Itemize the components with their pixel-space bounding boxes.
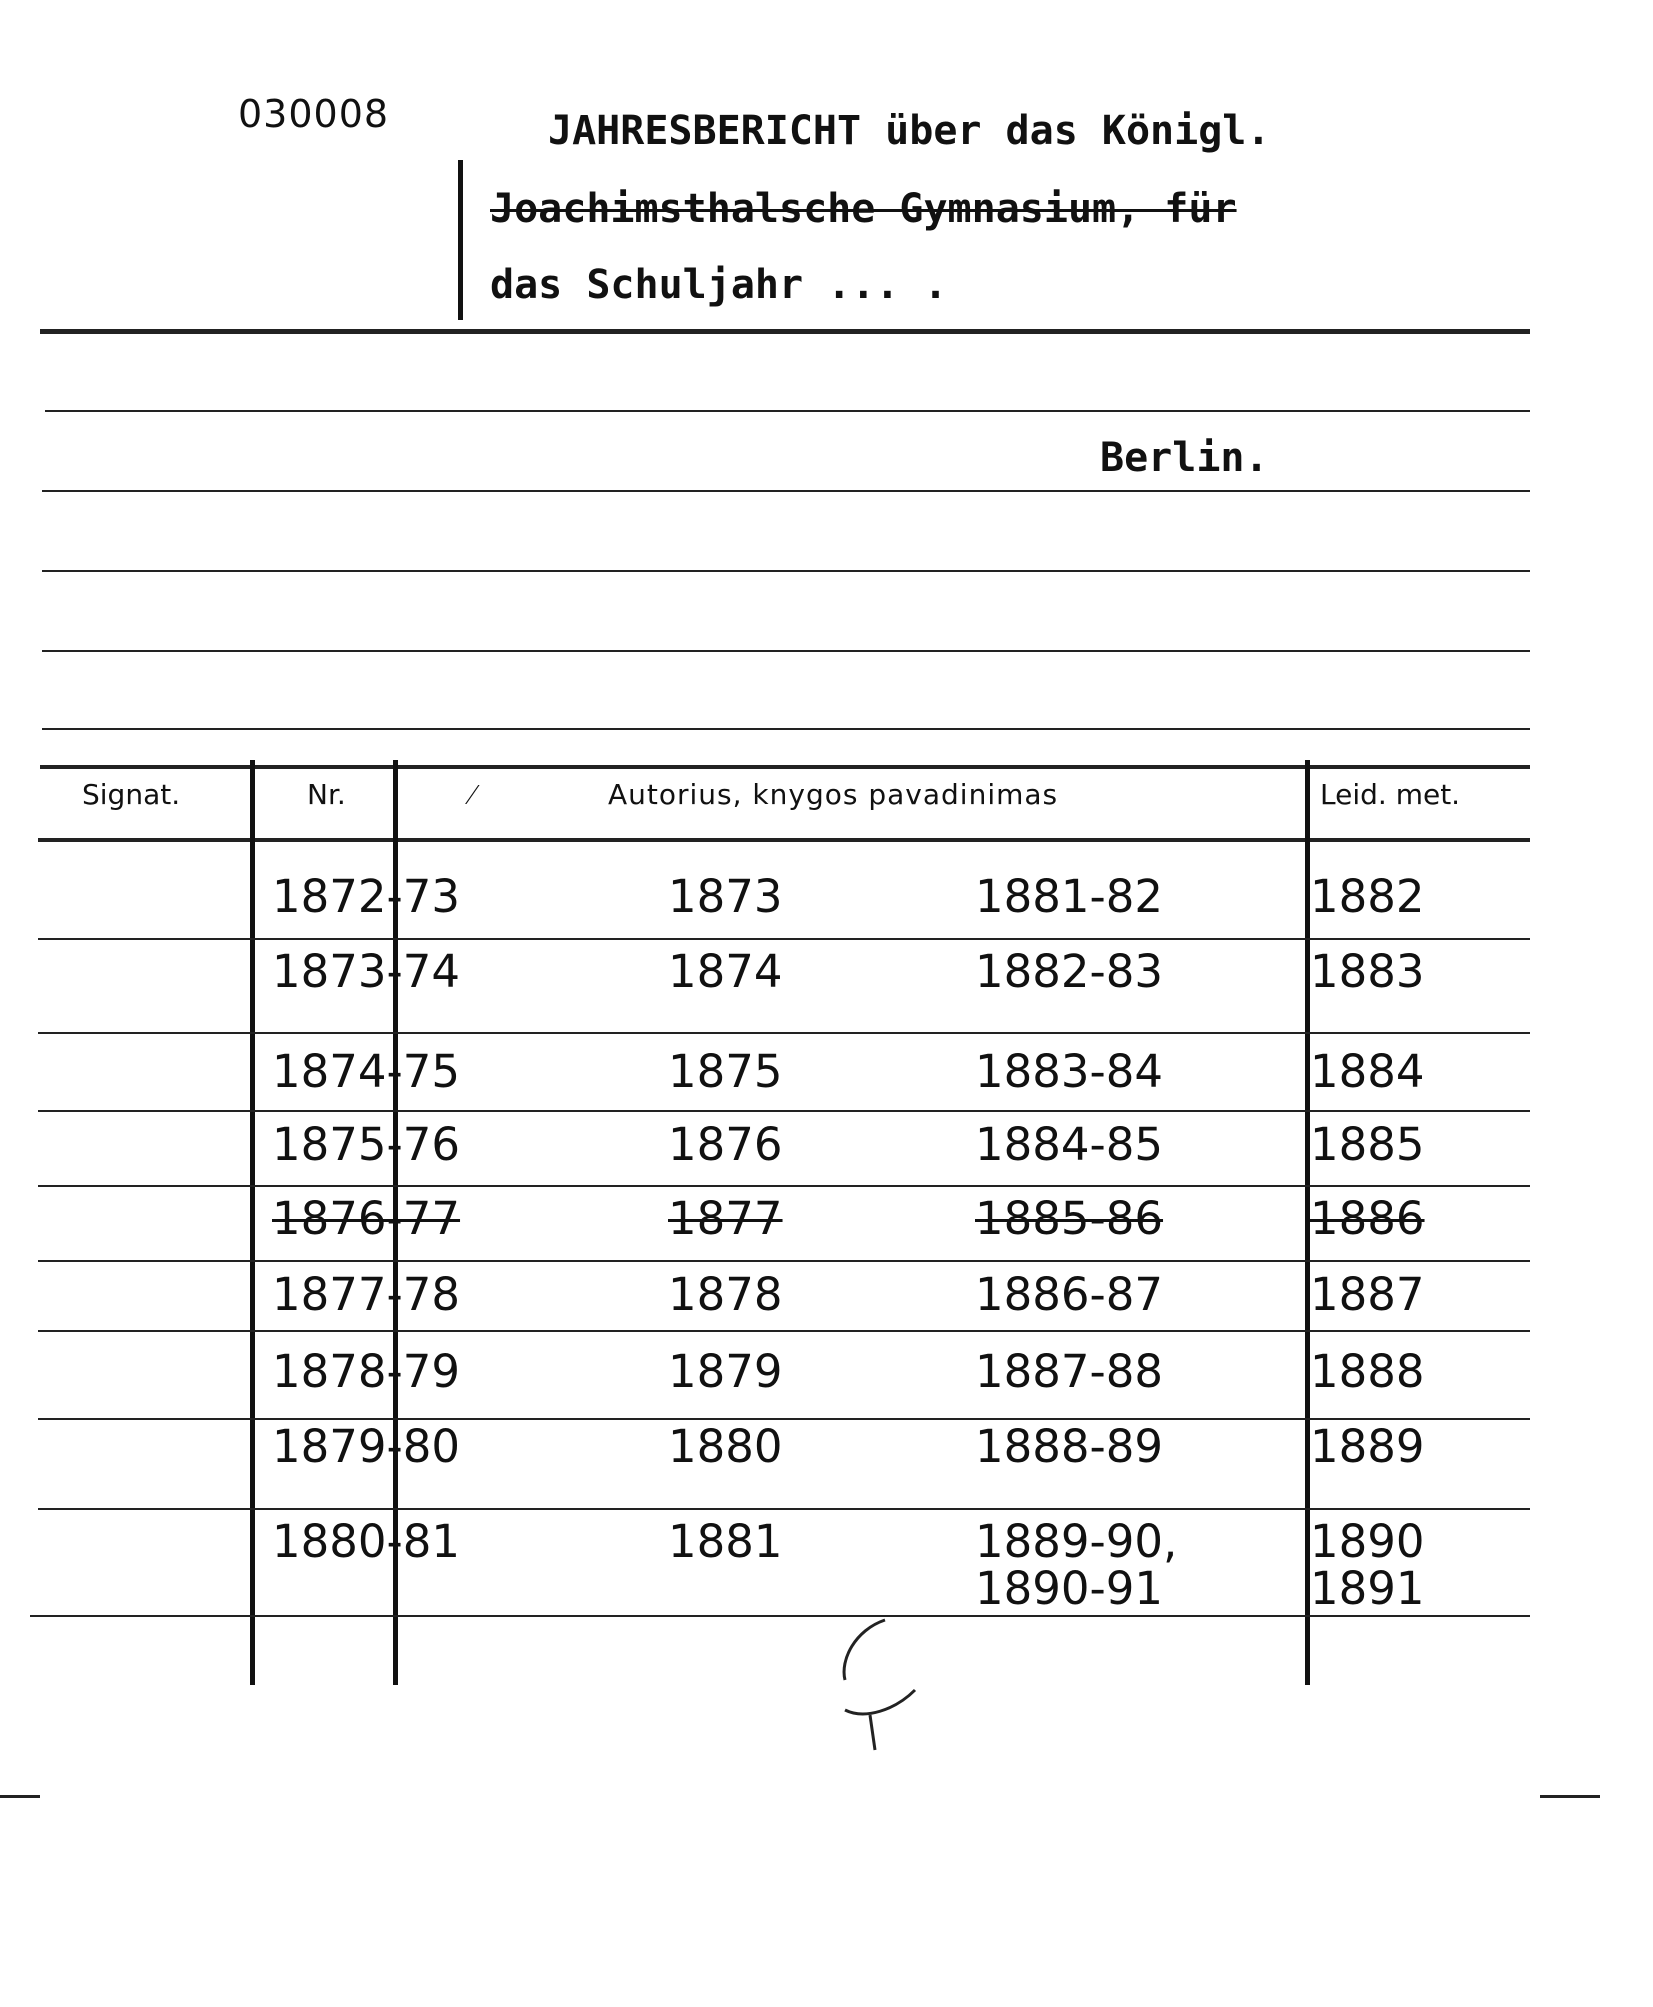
cell-report-year-2: 1884	[1310, 1045, 1425, 1098]
edge-mark	[1540, 1795, 1600, 1798]
cell-school-year-2: 1888-89	[975, 1420, 1164, 1473]
cell-report-year-2: 1886	[1310, 1192, 1425, 1245]
cell-school-year-2: 1887-88	[975, 1345, 1164, 1398]
cell-school-year-2: 1889-90,	[975, 1515, 1178, 1568]
title-line-1: JAHRESBERICHT über das Königl.	[548, 108, 1271, 154]
cell-school-year: 1880-81	[272, 1515, 461, 1568]
cell-report-year-2: 1885	[1310, 1118, 1425, 1171]
table-row	[0, 1268, 1653, 1328]
cell-report-year: 1878	[668, 1268, 783, 1321]
header-author-title: Autorius, knygos pavadinimas	[608, 778, 1059, 811]
cell-report-year: 1874	[668, 945, 783, 998]
cell-report-year-2: 1887	[1310, 1268, 1425, 1321]
cell-report-year: 1873	[668, 870, 783, 923]
rule	[42, 650, 1530, 652]
rule	[38, 938, 1530, 940]
cell-report-year-2: 1882	[1310, 870, 1425, 923]
rule	[38, 1185, 1530, 1187]
header-nr: Nr.	[307, 778, 346, 811]
cell-school-year-2: 1882-83	[975, 945, 1164, 998]
cell-report-year: 1876	[668, 1118, 783, 1171]
title-vertical-rule	[458, 160, 463, 320]
rule	[42, 490, 1530, 492]
rule	[30, 1615, 1530, 1617]
cell-school-year: 1876-77	[272, 1192, 461, 1245]
cell-report-year: 1879	[668, 1345, 783, 1398]
cell-report-year: 1881	[668, 1515, 783, 1568]
rule	[38, 1032, 1530, 1034]
rule	[42, 570, 1530, 572]
cell-report-year-2: 1889	[1310, 1420, 1425, 1473]
rule	[42, 728, 1530, 730]
edge-mark	[0, 1795, 40, 1798]
title-line-2: Joachimsthalsche Gymnasium, für	[490, 186, 1237, 232]
rule	[38, 1508, 1530, 1510]
rule	[38, 1330, 1530, 1332]
table-row	[0, 1118, 1653, 1178]
cell-report-year: 1875	[668, 1045, 783, 1098]
cell-school-year: 1875-76	[272, 1118, 461, 1171]
place-of-publication: Berlin.	[1100, 435, 1269, 481]
cell-school-year: 1879-80	[272, 1420, 461, 1473]
cell-school-year: 1872-73	[272, 870, 461, 923]
cell-report-year-2: 1891	[1310, 1562, 1425, 1615]
rule	[38, 1260, 1530, 1262]
title-line-3: das Schuljahr ... .	[490, 262, 948, 308]
cell-school-year: 1878-79	[272, 1345, 461, 1398]
catalog-number: 030008	[238, 92, 390, 136]
table-row	[0, 870, 1653, 930]
table-row	[0, 1192, 1653, 1252]
cell-school-year-2: 1881-82	[975, 870, 1164, 923]
cell-school-year: 1873-74	[272, 945, 461, 998]
cell-school-year-2: 1883-84	[975, 1045, 1164, 1098]
cell-report-year: 1877	[668, 1192, 783, 1245]
rule	[45, 410, 1530, 412]
header-signat: Signat.	[82, 778, 181, 811]
header-publication-year: Leid. met.	[1320, 778, 1461, 811]
rule	[38, 1110, 1530, 1112]
table-row	[0, 1420, 1653, 1480]
cell-school-year-2: 1885-86	[975, 1192, 1164, 1245]
cell-report-year: 1880	[668, 1420, 783, 1473]
cell-school-year: 1877-78	[272, 1268, 461, 1321]
cell-report-year-2: 1890	[1310, 1515, 1425, 1568]
cell-school-year-2: 1886-87	[975, 1268, 1164, 1321]
table-row	[0, 1345, 1653, 1405]
cell-report-year-2: 1883	[1310, 945, 1425, 998]
cell-school-year-2: 1890-91	[975, 1562, 1164, 1615]
cell-school-year-2: 1884-85	[975, 1118, 1164, 1171]
cell-school-year: 1874-75	[272, 1045, 461, 1098]
cell-report-year-2: 1888	[1310, 1345, 1425, 1398]
table-row	[0, 945, 1653, 1005]
pencil-mark: ⁄	[470, 778, 475, 811]
ink-scribble	[815, 1610, 935, 1770]
table-row	[0, 1045, 1653, 1105]
rule	[40, 329, 1530, 334]
